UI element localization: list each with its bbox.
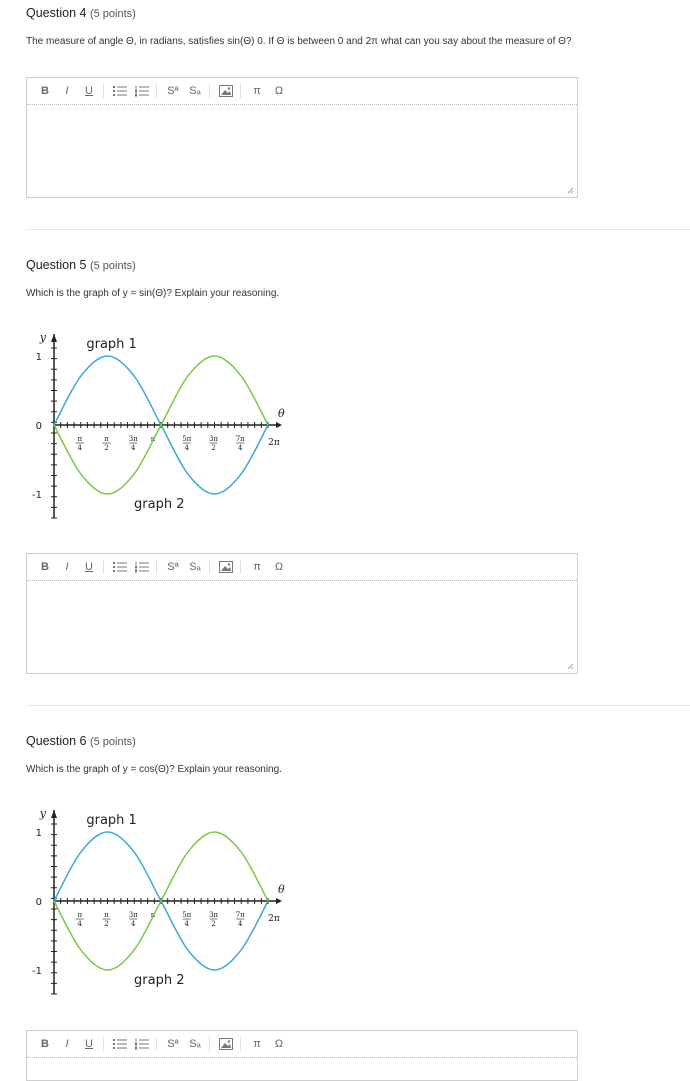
toolbar-divider [240, 1037, 241, 1051]
question-points: (5 points) [89, 260, 136, 272]
bulleted-list-icon[interactable] [112, 81, 128, 101]
question-title: Question 5 [26, 258, 87, 272]
underline-button[interactable]: U [85, 561, 93, 573]
x-axis-arrow-icon [276, 422, 282, 428]
x-tick-value: π [150, 435, 156, 443]
editor-toolbar [27, 78, 577, 105]
x-tick-denominator: 2 [104, 444, 109, 452]
question-header [26, 258, 578, 272]
resize-grip-icon[interactable] [566, 662, 574, 670]
omega-symbol-button[interactable]: Ω [274, 85, 284, 97]
x-tick-numerator: π [77, 435, 83, 443]
toolbar-divider [103, 84, 104, 98]
toolbar-divider [103, 1037, 104, 1051]
bold-button[interactable]: B [41, 561, 49, 573]
italic-button[interactable]: I [65, 85, 69, 97]
toolbar-divider [240, 560, 241, 574]
x-tick-label [236, 435, 245, 452]
x-tick-label [103, 435, 111, 452]
subscript-button[interactable]: Sₐ [189, 561, 201, 573]
question-divider [26, 229, 690, 230]
answer-editor-q5 [26, 553, 578, 674]
question-title: Question 4 [26, 6, 87, 20]
x-tick-label [209, 435, 218, 452]
toolbar-divider [156, 1037, 157, 1051]
x-tick-label [76, 435, 84, 452]
x-tick-denominator: 2 [104, 920, 109, 928]
numbered-list-icon[interactable] [134, 81, 150, 101]
resize-grip-icon[interactable] [566, 186, 574, 194]
answer-textarea[interactable] [27, 1058, 577, 1080]
x-tick-denominator: 2 [211, 444, 216, 452]
x-tick-denominator: 4 [184, 444, 189, 452]
x-tick-numerator: 3π [128, 435, 138, 443]
x-axis-label: θ [278, 407, 285, 420]
answer-textarea[interactable] [27, 105, 577, 197]
image-icon[interactable] [218, 557, 234, 577]
y-tick-label: 0 [35, 897, 42, 908]
question-divider [26, 705, 690, 706]
question-text: Which is the graph of y = sin(Θ)? Explain your reasoning. [26, 288, 280, 299]
sine-cosine-chart [30, 326, 300, 526]
question-text: The measure of angle Θ, in radians, satisfies sin(Θ) 0. If Θ is between 0 and 2π what can you say about the measure of Θ? [26, 36, 572, 47]
series-label-graph-2: graph 2 [134, 973, 185, 988]
question-points: (5 points) [89, 736, 136, 748]
toolbar-divider [240, 84, 241, 98]
series-label-graph-1: graph 1 [86, 813, 137, 828]
answer-editor-q6 [26, 1030, 578, 1081]
question-4 [26, 6, 578, 47]
x-tick-denominator: 2 [211, 920, 216, 928]
x-tick-label [103, 911, 111, 928]
x-tick-label [236, 911, 245, 928]
x-tick-label [268, 914, 280, 924]
underline-button[interactable]: U [85, 85, 93, 97]
pi-symbol-button[interactable]: π [253, 85, 261, 97]
superscript-button[interactable]: Sª [167, 85, 179, 97]
question-header [26, 734, 578, 748]
editor-toolbar [27, 1031, 577, 1058]
question-text: Which is the graph of y = cos(Θ)? Explain your reasoning. [26, 764, 282, 775]
x-tick-denominator: 4 [238, 444, 243, 452]
question-5 [26, 258, 578, 299]
x-tick-numerator: 7π [235, 435, 245, 443]
toolbar-divider [156, 560, 157, 574]
series-label-graph-2: graph 2 [134, 497, 185, 512]
superscript-button[interactable]: Sª [167, 1038, 179, 1050]
question-points: (5 points) [89, 8, 136, 20]
editor-toolbar [27, 554, 577, 581]
answer-editor-q4 [26, 77, 578, 198]
italic-button[interactable]: I [65, 1038, 69, 1050]
bold-button[interactable]: B [41, 85, 49, 97]
x-tick-denominator: 4 [184, 920, 189, 928]
pi-symbol-button[interactable]: π [253, 1038, 261, 1050]
underline-button[interactable]: U [85, 1038, 93, 1050]
x-tick-label [182, 911, 191, 928]
x-tick-label [268, 438, 280, 448]
italic-button[interactable]: I [65, 561, 69, 573]
toolbar-divider [103, 560, 104, 574]
y-axis-arrow-icon [51, 810, 57, 818]
question-header [26, 6, 578, 20]
answer-textarea[interactable] [27, 581, 577, 673]
x-tick-numerator: π [77, 911, 83, 919]
toolbar-divider [209, 1037, 210, 1051]
y-tick-label: -1 [32, 490, 42, 501]
y-axis-label: y [39, 331, 46, 344]
question-6 [26, 734, 578, 775]
y-tick-label: 1 [35, 352, 42, 363]
toolbar-divider [156, 84, 157, 98]
x-tick-numerator: 5π [182, 435, 192, 443]
y-tick-label: 1 [35, 828, 42, 839]
bold-button[interactable]: B [41, 1038, 49, 1050]
x-tick-denominator: 4 [131, 444, 136, 452]
x-tick-value: 2π [268, 914, 280, 924]
omega-symbol-button[interactable]: Ω [274, 1038, 284, 1050]
x-tick-numerator: 7π [235, 911, 245, 919]
bulleted-list-icon[interactable] [112, 1034, 128, 1054]
omega-symbol-button[interactable]: Ω [274, 561, 284, 573]
x-axis-label: θ [278, 883, 285, 896]
x-tick-label [129, 911, 138, 928]
x-tick-numerator: 3π [208, 911, 219, 919]
x-tick-numerator: π [104, 911, 109, 919]
pi-symbol-button[interactable]: π [253, 561, 261, 573]
subscript-button[interactable]: Sₐ [189, 85, 201, 97]
x-tick-label [129, 435, 138, 452]
x-tick-label [182, 435, 191, 452]
x-tick-numerator: π [104, 435, 109, 443]
x-tick-numerator: 3π [128, 911, 138, 919]
image-icon[interactable] [218, 81, 234, 101]
x-tick-value: π [150, 911, 156, 919]
y-axis-arrow-icon [51, 334, 57, 342]
y-axis-label: y [39, 807, 46, 820]
x-tick-denominator: 4 [77, 920, 82, 928]
x-tick-numerator: 5π [182, 911, 192, 919]
toolbar-divider [209, 84, 210, 98]
superscript-button[interactable]: Sª [167, 561, 179, 573]
x-tick-numerator: 3π [208, 435, 219, 443]
sine-cosine-chart [30, 802, 300, 1002]
series-label-graph-1: graph 1 [86, 337, 137, 352]
bulleted-list-icon[interactable] [112, 557, 128, 577]
question-title: Question 6 [26, 734, 87, 748]
x-tick-label [76, 911, 84, 928]
x-tick-denominator: 4 [77, 444, 82, 452]
x-axis-arrow-icon [276, 898, 282, 904]
y-tick-label: -1 [32, 966, 42, 977]
x-tick-denominator: 4 [131, 920, 136, 928]
image-icon[interactable] [218, 1034, 234, 1054]
numbered-list-icon[interactable] [134, 1034, 150, 1054]
toolbar-divider [209, 560, 210, 574]
x-tick-label [209, 911, 218, 928]
subscript-button[interactable]: Sₐ [189, 1038, 201, 1050]
x-tick-value: 2π [268, 438, 280, 448]
y-tick-label: 0 [35, 421, 42, 432]
numbered-list-icon[interactable] [134, 557, 150, 577]
x-tick-denominator: 4 [238, 920, 243, 928]
